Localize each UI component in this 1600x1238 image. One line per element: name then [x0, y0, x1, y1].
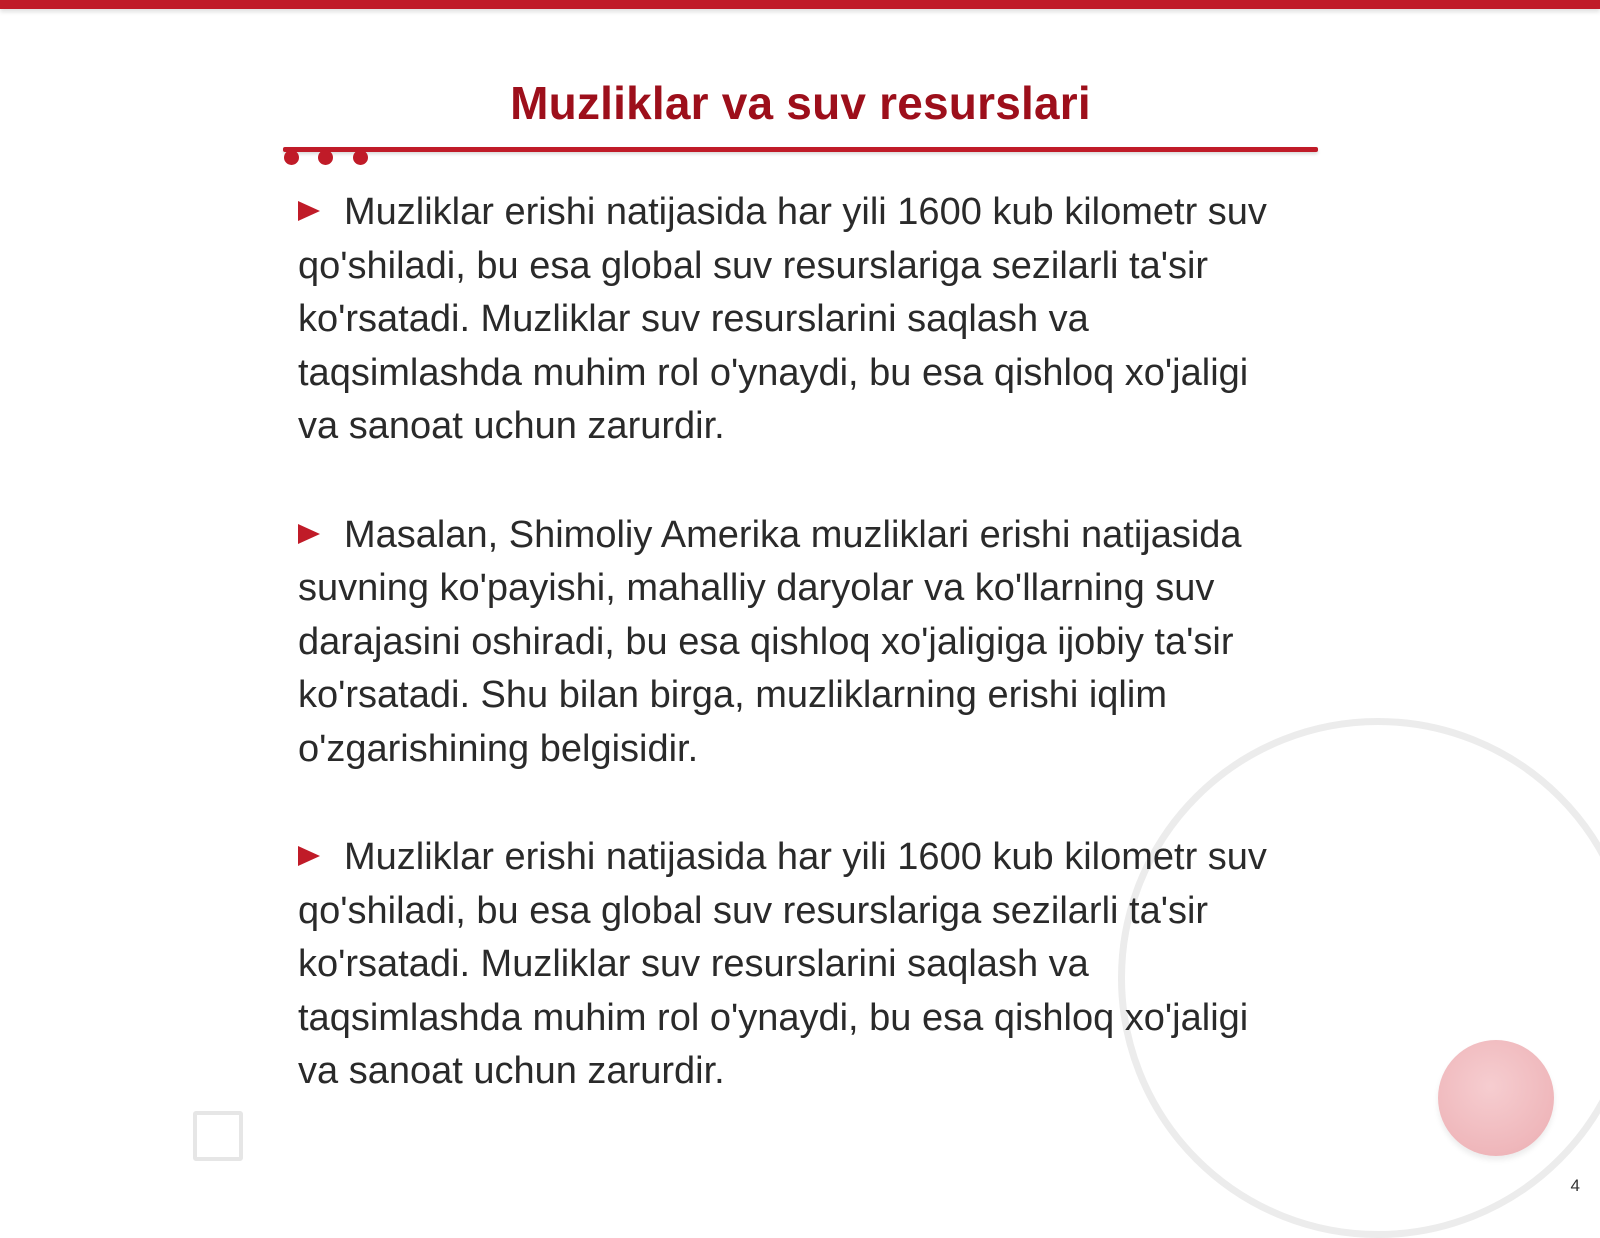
underline-dot [318, 150, 333, 165]
underline-dot [353, 150, 368, 165]
triangle-right-icon [298, 201, 320, 221]
underline-dot [284, 150, 299, 165]
bullet-item [298, 509, 1288, 777]
page-number: 4 [1570, 1176, 1580, 1195]
slide-content [298, 186, 1288, 1154]
bullet-item [298, 186, 1288, 454]
top-accent-bar [0, 0, 1600, 9]
title-underline [283, 147, 1318, 152]
slide-title: Muzliklar va suv resurslari [510, 77, 1091, 129]
triangle-right-icon [298, 846, 320, 866]
bullet-item [298, 831, 1288, 1099]
bullet-text: Muzliklar erishi natijasida har yili 1600 kub kilometr suv qo'shiladi, bu esa global suv resurslariga sezilarli ta'sir ko'rsatadi. Muzliklar suv resurslarini saqlash va taqsimlashda muhim rol o'ynaydi, bu esa qishloq xo'jaligi va sanoat uchun zarurdir. [298, 191, 1267, 447]
decorative-pink-circle [1438, 1040, 1554, 1156]
bullet-text: Masalan, Shimoliy Amerika muzliklari erishi natijasida suvning ko'payishi, mahalliy daryolar va ko'llarning suv darajasini oshiradi, bu esa qishloq xo'jaligiga ijobiy ta'sir ko'rsatadi. Shu bilan birga, muzliklarning erishi iqlim o'zgarishining belgisidir. [298, 513, 1242, 770]
decorative-square [193, 1111, 243, 1161]
triangle-right-icon [298, 524, 320, 544]
bullet-text: Muzliklar erishi natijasida har yili 1600 kub kilometr suv qo'shiladi, bu esa global suv resurslariga sezilarli ta'sir ko'rsatadi. Muzliklar suv resurslarini saqlash va taqsimlashda muhim rol o'ynaydi, bu esa qishloq xo'jaligi va sanoat uchun zarurdir. [298, 836, 1267, 1092]
